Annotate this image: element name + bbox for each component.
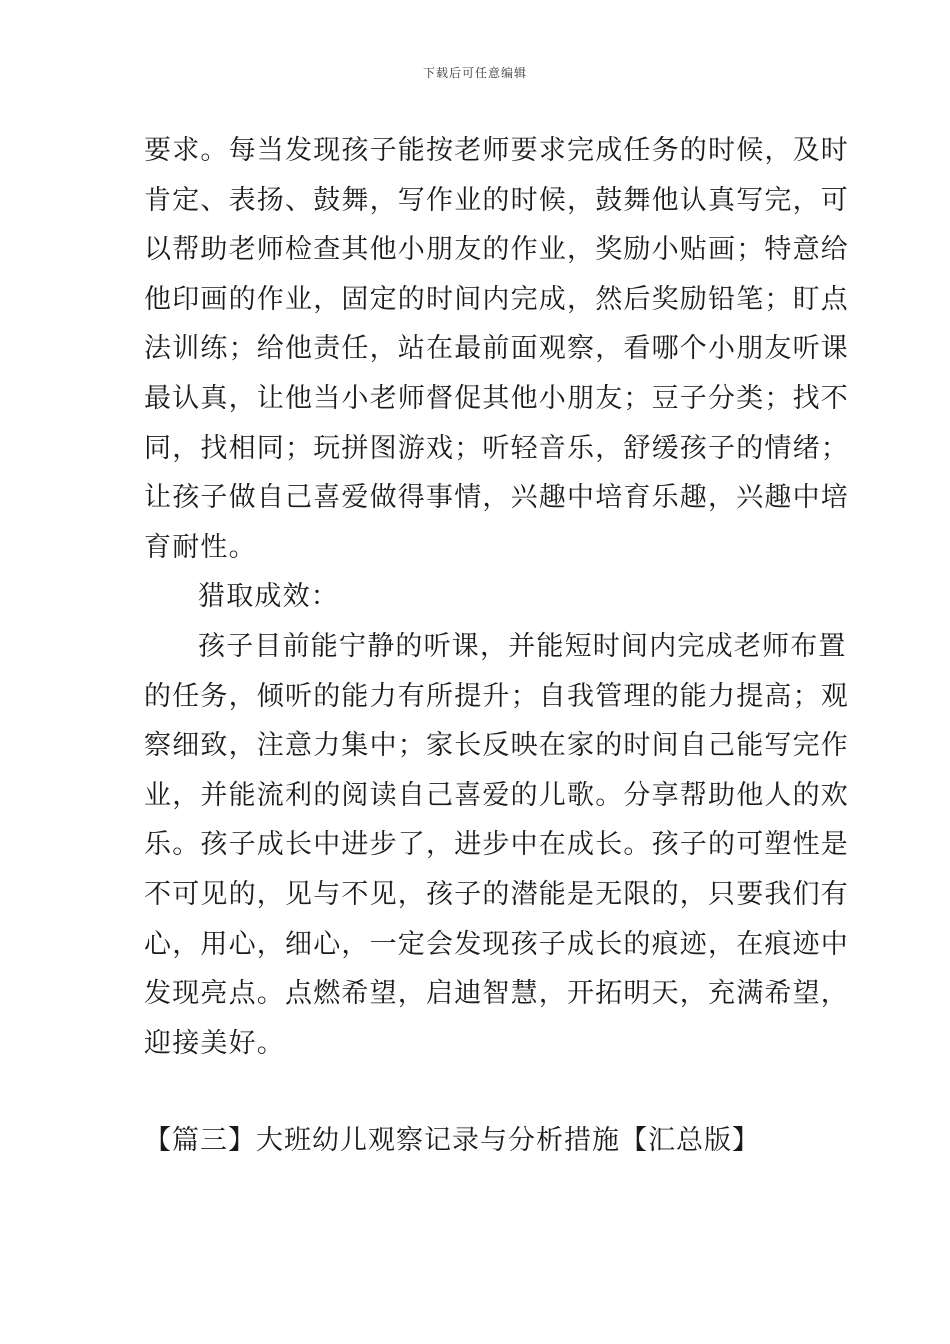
paragraph-line: 他印画的作业，固定的时间内完成，然后奖励铅笔；盯点 — [144, 283, 849, 315]
paragraph-line: 孩子目前能宁静的听课，并能短时间内完成老师布置 — [198, 630, 847, 662]
paragraph-line: 迎接美好。 — [144, 1027, 285, 1059]
paragraph-line: 最认真，让他当小老师督促其他小朋友；豆子分类；找不 — [144, 382, 849, 414]
body-text — [144, 126, 849, 1068]
paragraph-line: 要求。每当发现孩子能按老师要求完成任务的时候，及时 — [144, 135, 849, 166]
paragraph-line: 不可见的，见与不见，孩子的潜能是无限的，只要我们有 — [144, 878, 849, 910]
paragraph-line: 让孩子做自己喜爱做得事情，兴趣中培育乐趣，兴趣中培 — [144, 482, 849, 514]
paragraph-line: 同，找相同；玩拼图游戏；听轻音乐，舒缓孩子的情绪； — [144, 432, 849, 464]
paragraph-line: 心，用心，细心，一定会发现孩子成长的痕迹，在痕迹中 — [144, 928, 849, 960]
header-note: 下载后可任意编辑 — [422, 66, 527, 80]
section-title: 【篇三】大班幼儿观察记录与分析措施【汇总版】 — [144, 1125, 760, 1156]
paragraph-line: 育耐性。 — [144, 531, 257, 563]
paragraph-line: 业，并能流利的阅读自己喜爱的儿歌。分享帮助他人的欢 — [144, 779, 849, 811]
paragraph-line: 法训练；给他责任，站在最前面观察，看哪个小朋友听课 — [144, 333, 849, 365]
subheading-results: 猎取成效： — [198, 581, 339, 613]
paragraph-line: 发现亮点。点燃希望，启迪智慧，开拓明天，充满希望， — [144, 978, 849, 1010]
paragraph-line: 的任务，倾听的能力有所提升；自我管理的能力提高；观 — [144, 680, 849, 712]
paragraph-line: 肯定、表扬、鼓舞，写作业的时候，鼓舞他认真写完，可 — [144, 184, 849, 216]
paragraph-line: 察细致，注意力集中；家长反映在家的时间自己能写完作 — [144, 730, 849, 762]
paragraph-line: 以帮助老师检查其他小朋友的作业，奖励小贴画；特意给 — [144, 234, 849, 266]
paragraph-line: 乐。孩子成长中进步了，进步中在成长。孩子的可塑性是 — [144, 829, 849, 861]
